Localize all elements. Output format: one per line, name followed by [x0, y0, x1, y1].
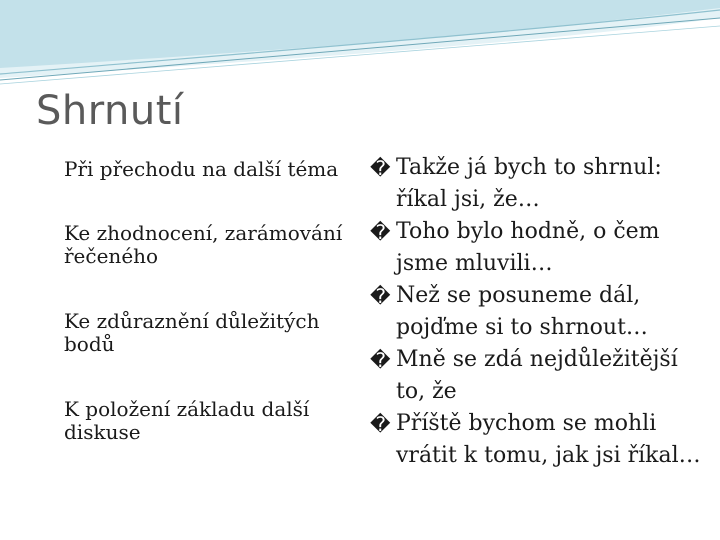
bullet-glyph: �: [370, 220, 391, 244]
left-item: Ke zhodnocení, zarámování řečeného: [64, 221, 343, 268]
bullet-glyph: �: [370, 348, 391, 372]
bullet-glyph: �: [370, 412, 391, 436]
bullet-item: [370, 344, 710, 408]
right-column: [370, 152, 710, 472]
bullet-item: [370, 280, 710, 344]
bullet-item: [370, 152, 710, 216]
bullet-text: Takže já bych to shrnul: říkal jsi, že…: [396, 155, 662, 212]
left-item: Při přechodu na další téma: [64, 157, 339, 181]
bullet-text: Příště bychom se mohli vrátit k tomu, jak jsi říkal…: [396, 411, 701, 468]
left-item: K položení základu další diskuse: [64, 397, 310, 444]
bullet-glyph: �: [370, 156, 391, 180]
bullet-item: [370, 216, 710, 280]
bullet-item: [370, 408, 710, 472]
wave-band-mid: [0, 0, 720, 68]
bullet-text: Toho bylo hodně, o čem jsme mluvili…: [396, 219, 660, 276]
bullet-text: Mně se zdá nejdůležitější to, že: [396, 347, 678, 404]
bullet-text: Než se posuneme dál, pojďme si to shrnout…: [396, 283, 648, 340]
left-item: Ke zdůraznění důležitých bodů: [64, 309, 320, 356]
bullet-glyph: �: [370, 284, 391, 308]
slide-title: Shrnutí: [36, 88, 184, 134]
header-wave-decoration: [0, 0, 720, 90]
